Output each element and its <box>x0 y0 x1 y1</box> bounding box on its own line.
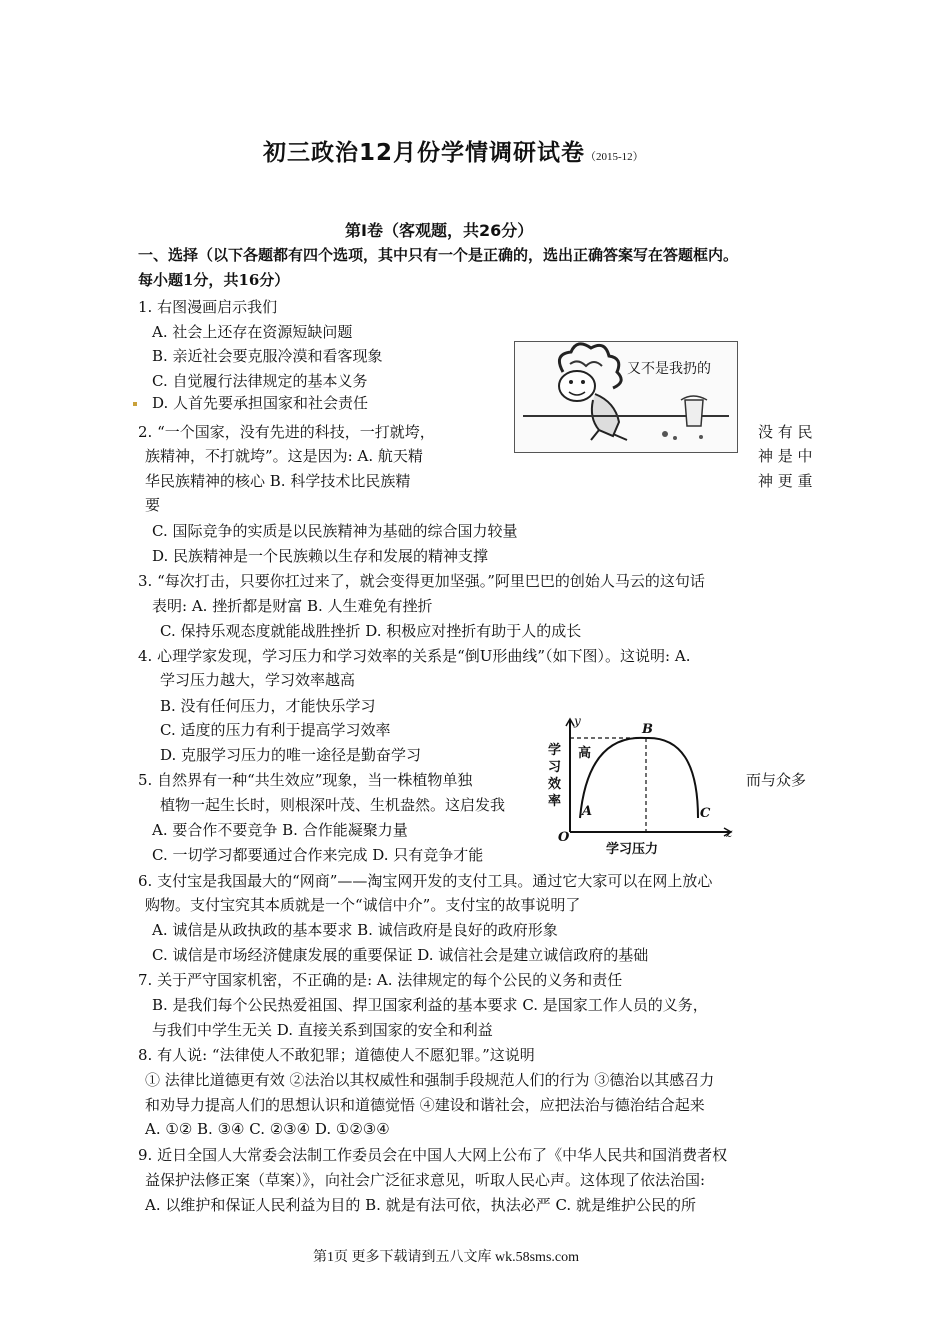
q8-line3: 和劝导力提高人们的思想认识和道德觉悟 ④建设和谐社会，应把法治与德治结合起来 <box>145 1096 705 1114</box>
x-axis-label: 学习压力 <box>606 842 659 857</box>
q2-line4: 要 <box>145 496 161 514</box>
title-date: （2015-12） <box>585 151 644 163</box>
q2-line2-right: 神 是 中 <box>758 447 813 465</box>
efficiency-curve <box>580 738 698 818</box>
q7-stem: 7. 关于严守国家机密，不正确的是: A. 法律规定的每个公民的义务和责任 <box>138 971 623 989</box>
q6-line4: C. 诚信是市场经济健康发展的重要保证 D. 诚信社会是建立诚信政府的基础 <box>152 946 649 964</box>
title-text: 初三政治12月份学情调研试卷 <box>263 140 586 166</box>
cartoon-speech: 又不是我扔的 <box>627 361 711 377</box>
q1-option-d: D. 人首先要承担国家和社会责任 <box>152 394 369 412</box>
q8-stem: 8. 有人说: “法律使人不敢犯罪；道德使人不愿犯罪。”这说明 <box>138 1046 535 1064</box>
x-axis-letter: z <box>726 826 733 840</box>
q1-stem: 1. 右图漫画启示我们 <box>138 298 278 316</box>
q4-option-c: C. 适度的压力有利于提高学习效率 <box>160 721 391 739</box>
marker-dot <box>133 402 137 406</box>
q2-line1-right: 没 有 民 <box>758 423 813 441</box>
q5-line1: 5. 自然界有一种“共生效应”现象，当一株植物单独 <box>138 771 473 789</box>
q6-stem: 6. 支付宝是我国最大的“网商”——淘宝网开发的支付工具。通过它大家可以在网上放心 <box>138 872 713 890</box>
q2-line1: 2. “一个国家，没有先进的科技，一打就垮， <box>138 423 435 441</box>
q8-line4: A. ①② B. ③④ C. ②③④ D. ①②③④ <box>145 1120 390 1138</box>
page-title <box>263 134 644 167</box>
q2-line2: 族精神，不打就垮”。这是因为: A. 航天精 <box>145 447 423 465</box>
q8-line2: ① 法律比道德更有效 ②法治以其权威性和强制手段规范人们的行为 ③德治以其感召力 <box>145 1071 715 1089</box>
inverted-u-graph <box>548 714 738 856</box>
q5-line3: A. 要合作不要竞争 B. 合作能凝聚力量 <box>152 821 408 839</box>
q9-stem: 9. 近日全国人大常委会法制工作委员会在中国人大网上公布了《中华人民共和国消费者权 <box>138 1146 728 1164</box>
q3-line2: 表明: A. 挫折都是财富 B. 人生难免有挫折 <box>152 597 433 615</box>
q1-option-a: A. 社会上还存在资源短缺问题 <box>152 323 353 341</box>
q5-line1-right: 而与众多 <box>746 771 807 789</box>
q9-line3: A. 以维护和保证人民利益为目的 B. 就是有法可依，执法必严 C. 就是维护公民的所 <box>145 1196 696 1214</box>
q3-line3: C. 保持乐观态度就能战胜挫折 D. 积极应对挫折有助于人的成长 <box>160 622 582 640</box>
q2-line3-right: 神 更 重 <box>758 472 813 490</box>
q7-line3: 与我们中学生无关 D. 直接关系到国家的安全和利益 <box>152 1021 493 1039</box>
q1-option-c: C. 自觉履行法律规定的基本义务 <box>152 372 368 390</box>
q3-stem: 3. “每次打击，只要你扛过来了，就会变得更加坚强。”阿里巴巴的创始人马云的这句话 <box>138 572 705 590</box>
cartoon-image <box>514 341 738 453</box>
point-b-label: B <box>642 722 653 737</box>
instructions-line2: 每小题1分，共16分） <box>138 271 290 289</box>
q6-line3: A. 诚信是从政执政的基本要求 B. 诚信政府是良好的政府形象 <box>152 921 558 939</box>
q7-line2: B. 是我们每个公民热爱祖国、捍卫国家利益的基本要求 C. 是国家工作人员的义务， <box>152 996 708 1014</box>
q2-line3: 华民族精神的核心 B. 科学技术比民族精 <box>145 472 411 490</box>
high-label: 高 <box>578 746 592 761</box>
q4-option-a: 学习压力越大，学习效率越高 <box>160 671 356 689</box>
q6-line2: 购物。支付宝究其本质就是一个“诚信中介”。支付宝的故事说明了 <box>145 896 581 914</box>
q2-option-d: D. 民族精神是一个民族赖以生存和发展的精神支撑 <box>152 547 489 565</box>
q4-stem: 4. 心理学家发现，学习压力和学习效率的关系是“倒U形曲线”（如下图）。这说明: A. <box>138 647 691 665</box>
page-footer: 第1页 更多下载请到五八文库 wk.58sms.com <box>313 1250 579 1265</box>
q4-option-d: D. 克服学习压力的唯一途径是勤奋学习 <box>160 746 422 764</box>
origin-label: O <box>558 830 570 845</box>
q5-line2: 植物一起生长时，则根深叶茂、生机盎然。这启发我 <box>160 796 506 814</box>
y-axis-letter: y <box>574 714 581 728</box>
q5-line4: C. 一切学习都要通过合作来完成 D. 只有竞争才能 <box>152 846 484 864</box>
point-a-label: A <box>582 804 593 819</box>
y-axis-label: 学习效率 <box>548 743 562 809</box>
q2-option-c: C. 国际竞争的实质是以民族精神为基础的综合国力较量 <box>152 522 518 540</box>
section-title: 第Ⅰ卷（客观题，共26分） <box>345 221 534 240</box>
q1-option-b: B. 亲近社会要克服冷漠和看客现象 <box>152 347 383 365</box>
instructions-line1: 一、选择（以下各题都有四个选项，其中只有一个是正确的，选出正确答案写在答题框内。 <box>138 246 739 264</box>
point-c-label: C <box>700 806 711 821</box>
q4-option-b: B. 没有任何压力，才能快乐学习 <box>160 697 376 715</box>
q9-line2: 益保护法修正案（草案）》，向社会广泛征求意见，听取人民心声。这体现了依法治国: <box>145 1171 706 1189</box>
